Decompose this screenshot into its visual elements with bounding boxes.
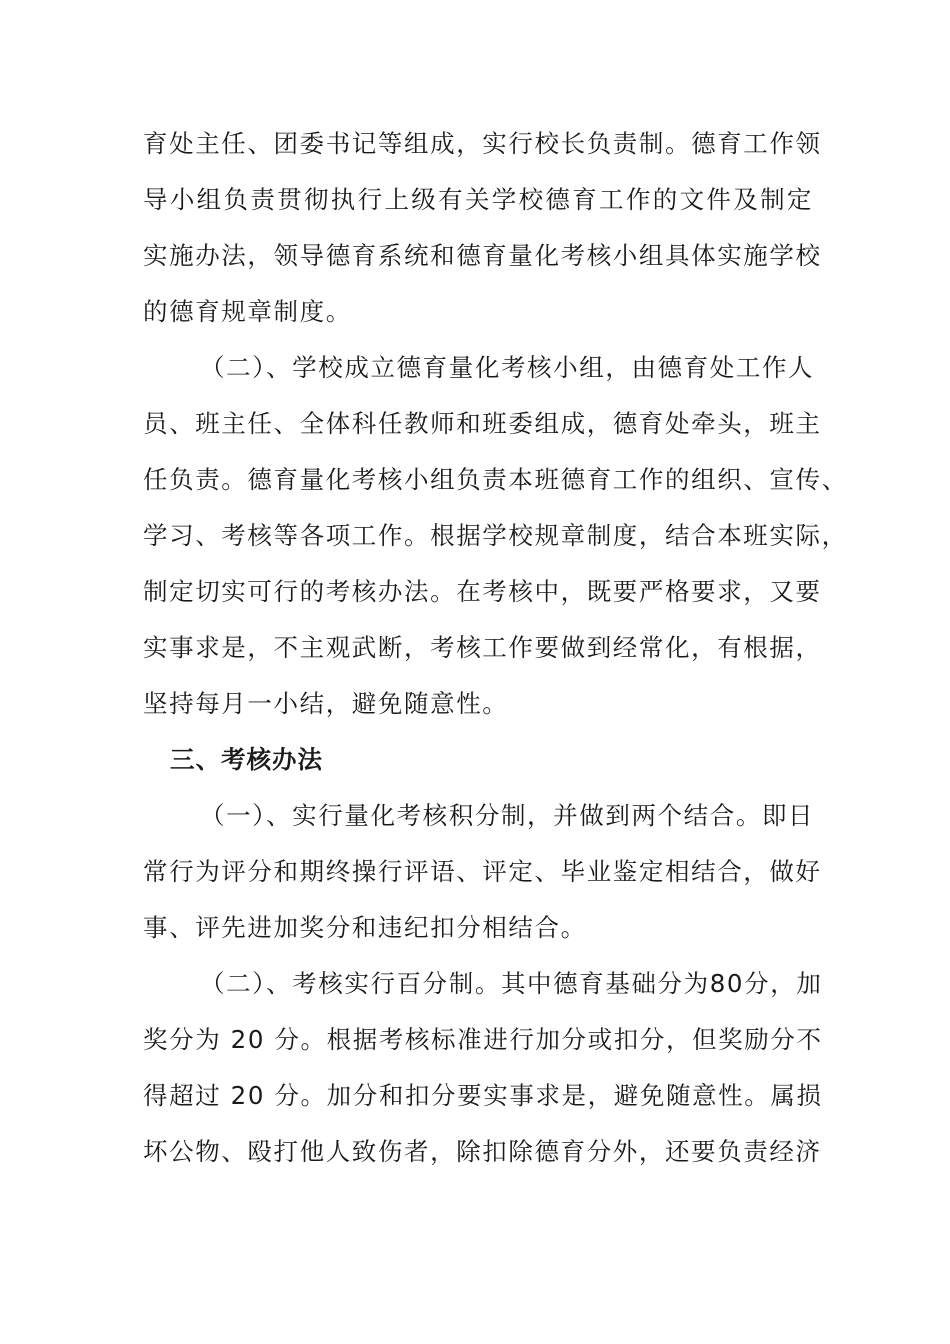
paragraph-line: （二）、学校成立德育量化考核小组，由德育处工作人 (200, 353, 815, 382)
paragraph-line: 事、评先进加奖分和违纪扣分相结合。 (143, 913, 587, 942)
paragraph-line: 的德育规章制度。 (143, 297, 352, 326)
paragraph-line: 得超过 20 分。加分和扣分要实事求是，避免随意性。属损 (143, 1081, 823, 1110)
paragraph-line: 任负责。德育量化考核小组负责本班德育工作的组织、宣传、 (143, 465, 848, 494)
paragraph-line: 实事求是，不主观武断，考核工作要做到经常化，有根据， (143, 633, 822, 662)
paragraph-line: （二）、考核实行百分制。其中德育基础分为80分，加 (200, 969, 823, 998)
paragraph-line: 坏公物、殴打他人致伤者，除扣除德育分外，还要负责经济 (143, 1137, 822, 1166)
paragraph-line: 奖分为 20 分。根据考核标准进行加分或扣分，但奖励分不 (143, 1025, 823, 1054)
paragraph-line: 员、班主任、全体科任教师和班委组成，德育处牵头，班主 (143, 409, 822, 438)
paragraph-line: 常行为评分和期终操行评语、评定、毕业鉴定相结合，做好 (143, 857, 822, 886)
paragraph-line: 实施办法，领导德育系统和德育量化考核小组具体实施学校 (143, 241, 822, 270)
paragraph-line: 坚持每月一小结，避免随意性。 (143, 689, 509, 718)
paragraph-line: 育处主任、团委书记等组成，实行校长负责制。德育工作领 (143, 129, 822, 158)
paragraph-line: （一）、实行量化考核积分制，并做到两个结合。即日 (200, 801, 815, 830)
paragraph-line: 导小组负责贯彻执行上级有关学校德育工作的文件及制定 (143, 185, 813, 214)
section-heading: 三、考核办法 (170, 745, 323, 774)
paragraph-line: 制定切实可行的考核办法。在考核中，既要严格要求，又要 (143, 577, 822, 606)
paragraph-line: 学习、考核等各项工作。根据学校规章制度，结合本班实际， (143, 521, 848, 550)
